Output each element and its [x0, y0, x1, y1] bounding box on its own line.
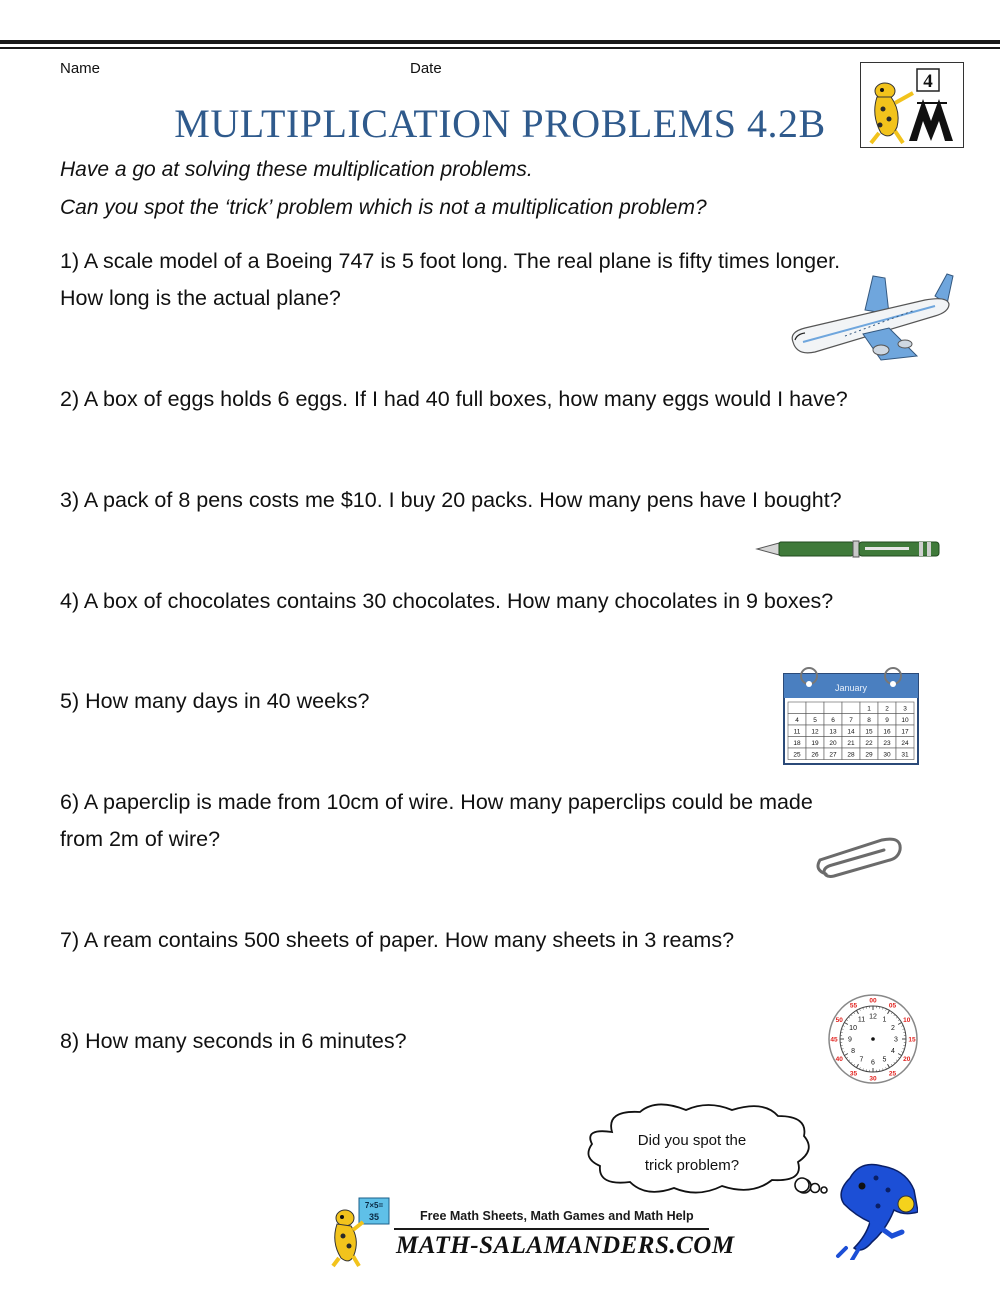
clock-minute-label: 35 [849, 1070, 858, 1078]
intro-line-2: Can you spot the ‘trick’ problem which is not a multiplication problem? [60, 196, 707, 219]
thought-dots [793, 1172, 833, 1196]
calendar-day: 30 [883, 751, 891, 759]
clock-minute-label: 55 [849, 1002, 858, 1010]
clock-icon [822, 992, 924, 1086]
calendar-day: 27 [829, 751, 837, 759]
calendar-cell [806, 702, 824, 714]
intro-line-1: Have a go at solving these multiplication problems. [60, 158, 533, 181]
clock-hour-label: 8 [851, 1048, 856, 1055]
paperclip-icon [812, 834, 908, 882]
problem-1-line-1: 1) A scale model of a Boeing 747 is 5 foot long. The real plane is fifty times longer. [60, 249, 841, 273]
problem-1 [60, 243, 840, 317]
calendar-day: 8 [867, 717, 871, 724]
bubble-text [612, 1128, 772, 1178]
bubble-line-2: trick problem? [644, 1157, 740, 1174]
problem-4 [60, 583, 833, 620]
clock-hour-label: 10 [849, 1025, 857, 1032]
problem-3-line-1: 3) A pack of 8 pens costs me $10. I buy 20 packs. How many pens have I bought? [60, 488, 842, 512]
grade-number: 4 [923, 71, 933, 92]
problem-3 [60, 482, 842, 519]
clock-hour-label: 11 [857, 1016, 866, 1024]
calendar-day: 29 [865, 751, 873, 759]
problem-5 [60, 683, 370, 720]
top-rule-thick [0, 40, 1000, 44]
calendar-day: 18 [793, 740, 801, 747]
problem-2-line-1: 2) A box of eggs holds 6 eggs. If I had 40 full boxes, how many eggs would I have? [60, 387, 848, 411]
calendar-day: 22 [865, 740, 873, 747]
calendar-day: 20 [829, 740, 837, 747]
clock-hour-label: 9 [848, 1036, 852, 1044]
clock-minute-label: 15 [908, 1036, 916, 1044]
footer-salamander-logo [325, 1196, 397, 1268]
clock-minute-label: 30 [869, 1075, 877, 1083]
calendar-day: 6 [831, 717, 835, 724]
calendar-day: 5 [813, 717, 817, 724]
calendar-day: 15 [865, 728, 873, 736]
calendar-grid [788, 702, 914, 760]
footer-sign-line-2: 35 [368, 1212, 380, 1222]
calendar-cell [842, 702, 860, 714]
problem-6 [60, 784, 813, 858]
clock-minute-label: 25 [888, 1070, 897, 1078]
calendar-day: 3 [903, 705, 907, 713]
problem-4-line-1: 4) A box of chocolates contains 30 chocolates. How many chocolates in 9 boxes? [60, 589, 834, 613]
calendar-day: 24 [901, 740, 909, 747]
bubble-line-1: Did you spot the [637, 1132, 747, 1149]
footer-rule [394, 1228, 709, 1230]
clock-hour-label: 5 [882, 1056, 887, 1064]
calendar-day: 19 [811, 740, 819, 747]
calendar-cell [824, 702, 842, 714]
calendar-day: 14 [847, 728, 855, 736]
calendar-day: 31 [901, 751, 909, 759]
pen-icon [755, 538, 943, 560]
clock-hour-label: 12 [869, 1013, 877, 1021]
calendar-month: January [834, 683, 868, 693]
problem-1-line-2: How long is the actual plane? [60, 286, 341, 310]
calendar-day: 10 [901, 717, 909, 724]
calendar-day: 4 [795, 717, 799, 724]
calendar-cell [788, 702, 806, 714]
clock-hour-label: 3 [894, 1036, 898, 1044]
calendar-day: 13 [829, 728, 837, 736]
problem-6-line-1: 6) A paperclip is made from 10cm of wire. How many paperclips could be made [60, 790, 813, 814]
calendar-day: 7 [849, 717, 853, 724]
footer-sign-line-1: 7×5= [364, 1201, 384, 1210]
clock-minute-label: 00 [869, 997, 877, 1005]
calendar-day: 28 [847, 751, 855, 759]
calendar-day: 2 [885, 705, 889, 713]
problem-6-line-2: from 2m of wire? [60, 827, 221, 851]
clock-hour-label: 4 [890, 1048, 895, 1055]
calendar-day: 12 [811, 728, 819, 736]
problem-7 [60, 922, 734, 959]
footer-tagline: Free Math Sheets, Math Games and Math Help [420, 1209, 694, 1223]
calendar-day: 17 [901, 728, 909, 736]
top-rule-thin [0, 47, 1000, 49]
salamander-icon [832, 1156, 918, 1260]
date-label: Date [410, 60, 442, 77]
problem-7-line-1: 7) A ream contains 500 sheets of paper. How many sheets in 3 reams? [60, 928, 735, 952]
clock-minute-label: 45 [830, 1036, 838, 1044]
calendar-icon [783, 664, 919, 766]
problem-2 [60, 381, 848, 418]
calendar-day: 1 [867, 705, 871, 713]
calendar-day: 21 [847, 740, 855, 747]
clock-minute-label: 40 [835, 1056, 843, 1063]
airplane-icon [785, 270, 955, 370]
clock-minute-label: 10 [903, 1017, 911, 1024]
calendar-day: 11 [793, 728, 801, 736]
clock-minute-label: 05 [888, 1002, 897, 1010]
clock-hour-label: 1 [882, 1016, 887, 1024]
calendar-day: 9 [885, 717, 889, 724]
clock-hour-label: 7 [859, 1056, 864, 1064]
clock-hour-label: 6 [871, 1059, 875, 1067]
problem-5-line-1: 5) How many days in 40 weeks? [60, 689, 370, 713]
calendar-day: 26 [811, 751, 819, 759]
problem-8 [60, 1023, 407, 1060]
footer-logo-text: MATH-SALAMANDERS.COM [396, 1232, 735, 1259]
calendar-day: 25 [793, 751, 801, 759]
problem-8-line-1: 8) How many seconds in 6 minutes? [60, 1029, 407, 1053]
page-title: MULTIPLICATION PROBLEMS 4.2B [174, 101, 826, 146]
calendar-day: 23 [883, 740, 891, 747]
clock-hour-label: 2 [890, 1025, 895, 1032]
calendar-day: 16 [883, 728, 891, 736]
clock-minute-label: 20 [903, 1056, 911, 1063]
name-label: Name [60, 60, 101, 77]
clock-minute-label: 50 [835, 1017, 843, 1024]
